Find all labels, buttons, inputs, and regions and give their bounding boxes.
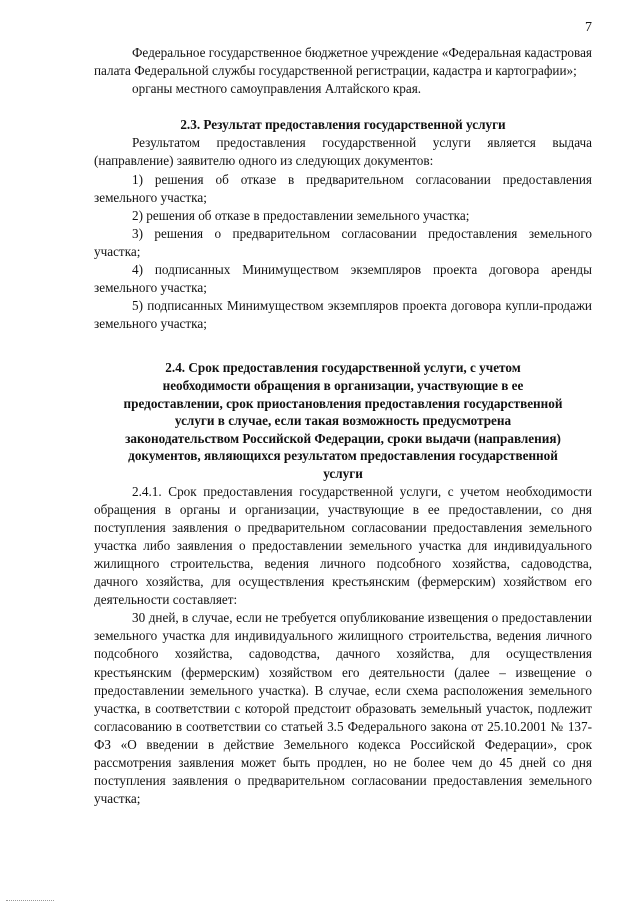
section-2-3-heading: 2.3. Результат предоставления государственной услуги: [180, 117, 506, 133]
section-2-4-heading: 2.4. Срок предоставления государственной услуги, с учетом необходимости обращения в организации, участвующие в ее предоставлении, срок приостановления предоставления государственной услуги в случае, если такая возможность предусмотрена законодательством Российской Федерации, сроки выдачи (направления) документов, являющихся результатом предоставления государственной услуги: [123, 360, 563, 481]
section-2-4-paragraph-1: 2.4.1. Срок предоставления государственной услуги, с учетом необходимости обращения в органы и организации, участвующие в ее предоставлении, со дня поступления заявления о предварительном согласовании предоставления земельного участка либо заявления о предоставлении земельного участка для индивидуального жилищного строительства, ведения личного подсобного хозяйства, садоводства, дачного хозяйства, для осуществления крестьянским (фермерским) хозяйством его деятельности составляет:: [94, 483, 592, 608]
result-list-item: 5) подписанных Минимуществом экземпляров проекта договора купли-продажи земельного участка;: [94, 298, 592, 332]
intro-paragraph-2: органы местного самоуправления Алтайского края.: [132, 81, 422, 97]
intro-paragraph-1: Федеральное государственное бюджетное учреждение «Федеральная кадастровая палата Федеральной службы государственной регистрации, кадастра и картографии»;: [94, 45, 592, 79]
result-list-item: 2) решения об отказе в предоставлении земельного участка;: [132, 207, 470, 223]
footer-divider: [6, 900, 54, 901]
document-body: [94, 44, 592, 808]
page-number: 7: [585, 20, 592, 35]
section-2-4-paragraph-2: 30 дней, в случае, если не требуется опубликование извещения о предоставлении земельного участка для индивидуального жилищного строительства, ведения личного подсобного хозяйства, садоводства, дачного хозяйства, для осуществления крестьянским (фермерским) хозяйством его деятельности (далее – извещение о предоставлении земельного участка). В случае, если схема расположения земельного участка, в соответствии с которой предстоит образовать земельный участок, подлежит согласованию в соответствии со статьей 3.5 Федерального закона от 25.10.2001 № 137-ФЗ «О введении в действие Земельного кодекса Российской Федерации», срок рассмотрения заявления может быть продлен, но не более чем до 45 дней со дня поступления заявления о предварительном согласовании предоставления земельного участка;: [94, 610, 592, 807]
section-2-3-lead: Результатом предоставления государственной услуги является выдача (направление) заявителю одного из следующих документов:: [94, 135, 592, 169]
result-list-item: 3) решения о предварительном согласовании предоставления земельного участка;: [94, 225, 592, 259]
result-list-item: 4) подписанных Минимуществом экземпляров проекта договора аренды земельного участка;: [94, 262, 592, 296]
result-list-item: 1) решения об отказе в предварительном согласовании предоставления земельного участка;: [94, 171, 592, 205]
